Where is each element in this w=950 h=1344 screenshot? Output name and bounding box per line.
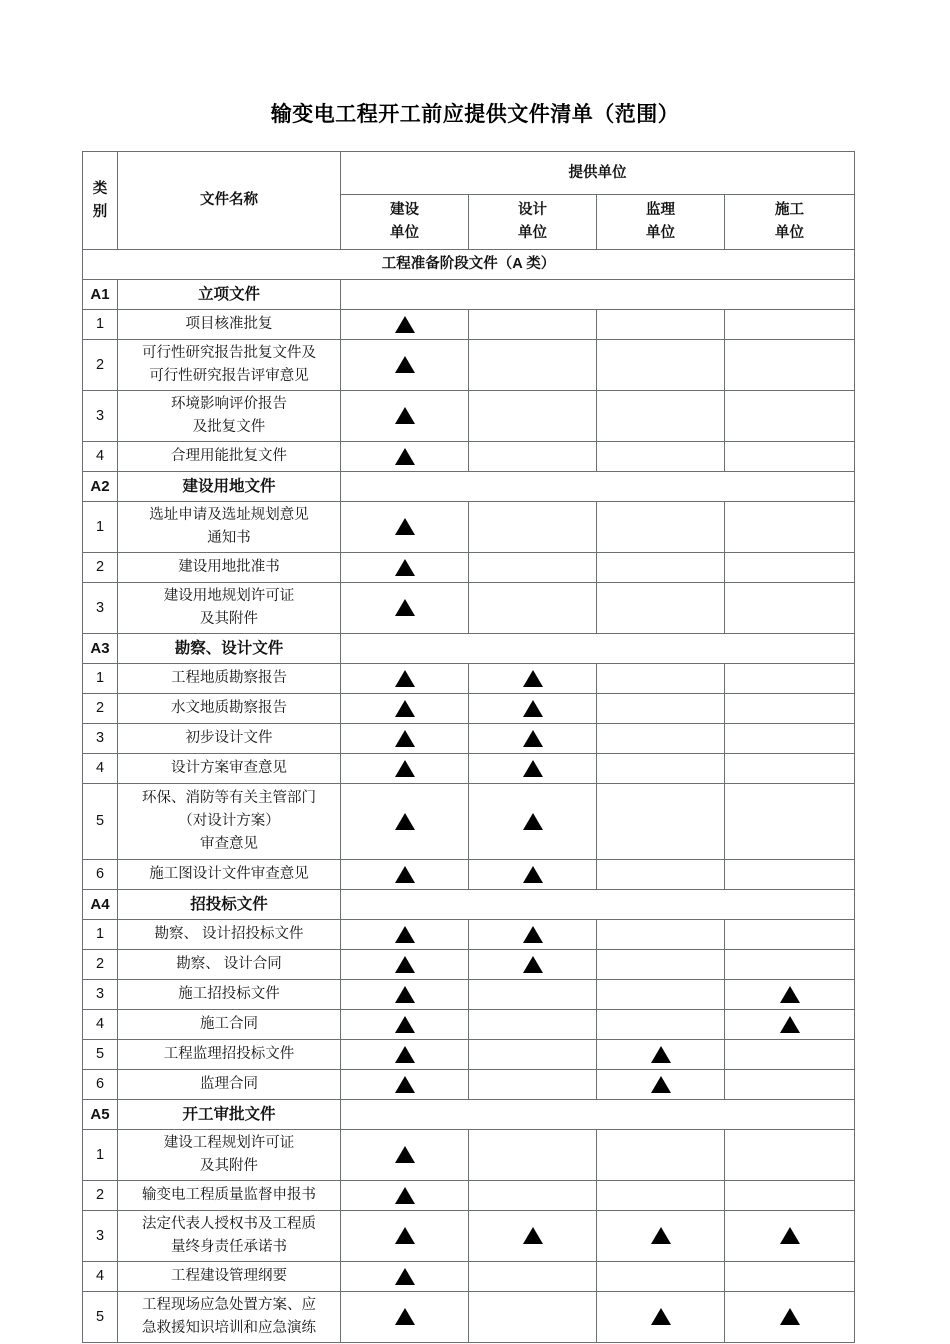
table-row [83, 1010, 855, 1040]
item-name-line-1: 选址申请及选址规划意见 [149, 507, 309, 523]
item-document-name [118, 1211, 341, 1262]
table-row [83, 1262, 855, 1292]
mark-cell-contractor [725, 1181, 855, 1211]
mark-cell-supervision [597, 340, 725, 391]
mark-cell-construction_owner [341, 502, 469, 553]
table-row [83, 1130, 855, 1181]
provider-marker-triangle-icon [395, 316, 415, 333]
item-number: 3 [83, 724, 118, 754]
mark-cell-supervision [597, 1181, 725, 1211]
mark-cell-contractor [725, 583, 855, 634]
item-number: 3 [83, 583, 118, 634]
provider-marker-triangle-icon [395, 1146, 415, 1163]
mark-cell-supervision [597, 1292, 725, 1343]
item-document-name [118, 553, 341, 583]
mark-cell-construction_owner [341, 860, 469, 890]
category-row-A2 [83, 472, 855, 502]
mark-cell-contractor [725, 391, 855, 442]
provider-marker-triangle-icon [780, 1016, 800, 1033]
mark-cell-contractor [725, 860, 855, 890]
mark-cell-construction_owner [341, 340, 469, 391]
mark-cell-design [469, 310, 597, 340]
mark-cell-contractor [725, 1040, 855, 1070]
item-number: 1 [83, 664, 118, 694]
mark-cell-supervision [597, 724, 725, 754]
mark-cell-design [469, 583, 597, 634]
provider-marker-triangle-icon [523, 700, 543, 717]
item-name-line-1: 工程建设管理纲要 [171, 1268, 287, 1284]
table-row [83, 1211, 855, 1262]
provider-marker-triangle-icon [395, 956, 415, 973]
mark-cell-supervision [597, 664, 725, 694]
column-header-unit-construction_owner [341, 195, 469, 250]
table-row [83, 784, 855, 860]
mark-cell-contractor [725, 310, 855, 340]
item-number: 2 [83, 340, 118, 391]
mark-cell-supervision [597, 1040, 725, 1070]
column-header-unit-supervision [597, 195, 725, 250]
provider-marker-triangle-icon [523, 670, 543, 687]
mark-cell-construction_owner [341, 784, 469, 860]
item-name-line-2: 量终身责任承诺书 [171, 1239, 287, 1255]
item-document-name [118, 694, 341, 724]
item-document-name [118, 950, 341, 980]
item-number: 1 [83, 1130, 118, 1181]
mark-cell-supervision [597, 694, 725, 724]
provider-marker-triangle-icon [651, 1227, 671, 1244]
item-name-line-1: 施工招投标文件 [178, 986, 280, 1002]
item-name-line-1: 建设工程规划许可证 [163, 1135, 295, 1151]
provider-marker-triangle-icon [395, 813, 415, 830]
item-number: 1 [83, 502, 118, 553]
item-name-line-1: 设计方案审查意见 [171, 760, 287, 776]
mark-cell-contractor [725, 754, 855, 784]
table-row [83, 583, 855, 634]
item-document-name [118, 754, 341, 784]
item-document-name [118, 502, 341, 553]
item-document-name [118, 920, 341, 950]
mark-cell-supervision [597, 442, 725, 472]
mark-cell-contractor [725, 553, 855, 583]
mark-cell-supervision [597, 502, 725, 553]
mark-cell-design [469, 860, 597, 890]
page-title: 输变电工程开工前应提供文件清单（范围） [270, 103, 680, 126]
mark-cell-supervision [597, 1211, 725, 1262]
section-title-cell: 工程准备阶段文件（A 类） [83, 250, 855, 280]
provider-marker-triangle-icon [395, 559, 415, 576]
item-name-line-1: 水文地质勘察报告 [171, 700, 287, 716]
mark-cell-design [469, 784, 597, 860]
provider-marker-triangle-icon [395, 1016, 415, 1033]
item-number: 5 [83, 1040, 118, 1070]
table-row [83, 1181, 855, 1211]
table-row [83, 860, 855, 890]
table-row [83, 1040, 855, 1070]
mark-cell-supervision [597, 1262, 725, 1292]
column-header-provider-group: 提供单位 [341, 152, 855, 195]
mark-cell-construction_owner [341, 442, 469, 472]
unit-header-line-1: 设计 [518, 202, 547, 218]
item-number: 3 [83, 980, 118, 1010]
mark-cell-construction_owner [341, 1211, 469, 1262]
item-document-name [118, 860, 341, 890]
category-blank-cell-A5 [341, 1100, 855, 1130]
item-document-name [118, 980, 341, 1010]
provider-marker-triangle-icon [523, 926, 543, 943]
column-header-unit-contractor [725, 195, 855, 250]
mark-cell-contractor [725, 784, 855, 860]
mark-cell-contractor [725, 1070, 855, 1100]
mark-cell-design [469, 553, 597, 583]
unit-header-line-1: 施工 [775, 202, 804, 218]
item-number: 4 [83, 442, 118, 472]
mark-cell-construction_owner [341, 1130, 469, 1181]
provider-marker-triangle-icon [395, 1268, 415, 1285]
table-row [83, 391, 855, 442]
mark-cell-contractor [725, 694, 855, 724]
table-row [83, 310, 855, 340]
category-title-A3: 勘察、设计文件 [118, 634, 341, 664]
document-checklist-table-wrapper [82, 151, 854, 1343]
table-row [83, 694, 855, 724]
item-name-line-1: 合理用能批复文件 [171, 448, 287, 464]
mark-cell-design [469, 1292, 597, 1343]
provider-marker-triangle-icon [395, 1187, 415, 1204]
category-title-A2: 建设用地文件 [118, 472, 341, 502]
mark-cell-contractor [725, 1262, 855, 1292]
provider-marker-triangle-icon [395, 1227, 415, 1244]
table-row [83, 920, 855, 950]
unit-header-line-1: 监理 [646, 202, 675, 218]
mark-cell-construction_owner [341, 391, 469, 442]
mark-cell-supervision [597, 860, 725, 890]
provider-marker-triangle-icon [523, 866, 543, 883]
provider-marker-triangle-icon [395, 670, 415, 687]
mark-cell-supervision [597, 920, 725, 950]
mark-cell-design [469, 694, 597, 724]
table-row [83, 980, 855, 1010]
item-name-line-1: 建设用地规划许可证 [163, 588, 295, 604]
item-document-name [118, 442, 341, 472]
item-name-line-2: 及批复文件 [192, 419, 266, 435]
item-document-name [118, 784, 341, 860]
category-row-A3 [83, 634, 855, 664]
mark-cell-construction_owner [341, 1010, 469, 1040]
item-number: 4 [83, 1262, 118, 1292]
table-row [83, 1292, 855, 1343]
item-document-name [118, 1010, 341, 1040]
mark-cell-construction_owner [341, 980, 469, 1010]
category-code-A5: A5 [83, 1100, 118, 1130]
mark-cell-contractor [725, 1010, 855, 1040]
mark-cell-contractor [725, 950, 855, 980]
document-checklist-table [82, 151, 855, 1343]
mark-cell-design [469, 754, 597, 784]
provider-marker-triangle-icon [395, 700, 415, 717]
mark-cell-design [469, 724, 597, 754]
table-row [83, 724, 855, 754]
column-header-category [83, 152, 118, 250]
table-row [83, 754, 855, 784]
mark-cell-supervision [597, 1130, 725, 1181]
table-row [83, 950, 855, 980]
mark-cell-construction_owner [341, 1040, 469, 1070]
mark-cell-supervision [597, 310, 725, 340]
item-name-line-1: 施工合同 [200, 1016, 258, 1032]
category-row-A5 [83, 1100, 855, 1130]
table-row [83, 553, 855, 583]
item-name-line-2: 及其附件 [200, 611, 258, 627]
item-number: 5 [83, 1292, 118, 1343]
provider-marker-triangle-icon [780, 986, 800, 1003]
item-number: 2 [83, 694, 118, 724]
item-number: 5 [83, 784, 118, 860]
item-name-line-1: 法定代表人授权书及工程质 [142, 1216, 316, 1232]
item-document-name [118, 1262, 341, 1292]
item-name-line-1: 施工图设计文件审查意见 [149, 866, 309, 882]
mark-cell-construction_owner [341, 1262, 469, 1292]
mark-cell-supervision [597, 950, 725, 980]
provider-marker-triangle-icon [523, 730, 543, 747]
provider-marker-triangle-icon [651, 1308, 671, 1325]
provider-marker-triangle-icon [395, 1308, 415, 1325]
item-name-line-1: 工程地质勘察报告 [171, 670, 287, 686]
item-document-name [118, 391, 341, 442]
mark-cell-contractor [725, 1211, 855, 1262]
item-number: 2 [83, 553, 118, 583]
mark-cell-design [469, 391, 597, 442]
provider-marker-triangle-icon [523, 760, 543, 777]
mark-cell-design [469, 1040, 597, 1070]
mark-cell-construction_owner [341, 724, 469, 754]
item-number: 4 [83, 754, 118, 784]
provider-marker-triangle-icon [395, 986, 415, 1003]
provider-marker-triangle-icon [395, 760, 415, 777]
item-name-line-1: 输变电工程质量监督申报书 [142, 1187, 316, 1203]
category-title-A4: 招投标文件 [118, 890, 341, 920]
mark-cell-contractor [725, 664, 855, 694]
mark-cell-contractor [725, 1292, 855, 1343]
item-name-line-3: 审查意见 [200, 836, 258, 852]
unit-header-line-2: 单位 [518, 225, 547, 241]
category-header-line-1: 类 [92, 180, 108, 197]
provider-marker-triangle-icon [395, 730, 415, 747]
table-row [83, 442, 855, 472]
provider-marker-triangle-icon [523, 813, 543, 830]
table-body [83, 152, 855, 1343]
provider-marker-triangle-icon [395, 599, 415, 616]
mark-cell-design [469, 664, 597, 694]
item-number: 3 [83, 391, 118, 442]
mark-cell-design [469, 980, 597, 1010]
mark-cell-design [469, 1181, 597, 1211]
mark-cell-supervision [597, 1010, 725, 1040]
item-document-name [118, 583, 341, 634]
item-number: 4 [83, 1010, 118, 1040]
item-number: 3 [83, 1211, 118, 1262]
mark-cell-supervision [597, 784, 725, 860]
item-name-line-1: 工程监理招投标文件 [163, 1046, 295, 1062]
mark-cell-supervision [597, 1070, 725, 1100]
provider-marker-triangle-icon [780, 1308, 800, 1325]
mark-cell-supervision [597, 754, 725, 784]
item-document-name [118, 664, 341, 694]
mark-cell-construction_owner [341, 1070, 469, 1100]
item-name-line-2: 通知书 [207, 530, 251, 546]
column-header-unit-design [469, 195, 597, 250]
provider-marker-triangle-icon [395, 448, 415, 465]
mark-cell-construction_owner [341, 553, 469, 583]
item-name-line-1: 项目核准批复 [185, 316, 273, 332]
mark-cell-contractor [725, 340, 855, 391]
mark-cell-design [469, 340, 597, 391]
provider-marker-triangle-icon [395, 866, 415, 883]
mark-cell-design [469, 1070, 597, 1100]
item-document-name [118, 1070, 341, 1100]
unit-header-line-1: 建设 [390, 202, 419, 218]
item-name-line-1: 工程现场应急处置方案、应 [142, 1297, 316, 1313]
mark-cell-design [469, 920, 597, 950]
item-name-line-1: 可行性研究报告批复文件及 [142, 345, 316, 361]
item-document-name [118, 310, 341, 340]
provider-marker-triangle-icon [395, 518, 415, 535]
item-number: 2 [83, 1181, 118, 1211]
item-document-name [118, 340, 341, 391]
item-name-line-1: 初步设计文件 [185, 730, 273, 746]
item-name-line-1: 环境影响评价报告 [171, 396, 287, 412]
mark-cell-contractor [725, 502, 855, 553]
item-number: 2 [83, 950, 118, 980]
mark-cell-contractor [725, 724, 855, 754]
table-row [83, 502, 855, 553]
mark-cell-construction_owner [341, 950, 469, 980]
item-name-line-2: 急救援知识培训和应急演练 [142, 1320, 316, 1336]
provider-marker-triangle-icon [395, 356, 415, 373]
table-row [83, 664, 855, 694]
mark-cell-design [469, 1262, 597, 1292]
mark-cell-construction_owner [341, 1181, 469, 1211]
category-blank-cell-A3 [341, 634, 855, 664]
item-number: 6 [83, 860, 118, 890]
category-blank-cell-A2 [341, 472, 855, 502]
item-number: 6 [83, 1070, 118, 1100]
item-name-line-2: （对设计方案） [178, 813, 280, 829]
category-row-A1 [83, 280, 855, 310]
mark-cell-contractor [725, 980, 855, 1010]
unit-header-line-2: 单位 [390, 225, 419, 241]
provider-marker-triangle-icon [651, 1046, 671, 1063]
mark-cell-construction_owner [341, 754, 469, 784]
mark-cell-construction_owner [341, 1292, 469, 1343]
mark-cell-supervision [597, 391, 725, 442]
mark-cell-construction_owner [341, 694, 469, 724]
category-code-A4: A4 [83, 890, 118, 920]
provider-marker-triangle-icon [651, 1076, 671, 1093]
provider-marker-triangle-icon [780, 1227, 800, 1244]
category-title-A5: 开工审批文件 [118, 1100, 341, 1130]
mark-cell-contractor [725, 920, 855, 950]
column-header-document-name: 文件名称 [118, 152, 341, 250]
item-name-line-2: 可行性研究报告评审意见 [149, 368, 309, 384]
category-code-A2: A2 [83, 472, 118, 502]
mark-cell-construction_owner [341, 310, 469, 340]
item-number: 1 [83, 920, 118, 950]
category-row-A4 [83, 890, 855, 920]
item-name-line-1: 勘察、 设计招投标文件 [154, 926, 304, 942]
mark-cell-design [469, 1130, 597, 1181]
category-blank-cell-A1 [341, 280, 855, 310]
item-document-name [118, 1292, 341, 1343]
item-name-line-1: 监理合同 [200, 1076, 258, 1092]
table-row [83, 340, 855, 391]
mark-cell-construction_owner [341, 583, 469, 634]
provider-marker-triangle-icon [523, 1227, 543, 1244]
unit-header-line-2: 单位 [646, 225, 675, 241]
unit-header-line-2: 单位 [775, 225, 804, 241]
item-number: 1 [83, 310, 118, 340]
category-code-A3: A3 [83, 634, 118, 664]
mark-cell-construction_owner [341, 920, 469, 950]
mark-cell-design [469, 1010, 597, 1040]
item-document-name [118, 1130, 341, 1181]
mark-cell-design [469, 950, 597, 980]
section-title-row [83, 250, 855, 280]
table-header-row-top [83, 152, 855, 195]
mark-cell-design [469, 1211, 597, 1262]
provider-marker-triangle-icon [395, 1046, 415, 1063]
mark-cell-contractor [725, 442, 855, 472]
item-document-name [118, 1040, 341, 1070]
provider-marker-triangle-icon [395, 926, 415, 943]
provider-marker-triangle-icon [395, 1076, 415, 1093]
mark-cell-contractor [725, 1130, 855, 1181]
category-code-A1: A1 [83, 280, 118, 310]
category-header-line-2: 别 [92, 203, 108, 220]
item-name-line-1: 建设用地批准书 [178, 559, 280, 575]
item-document-name [118, 724, 341, 754]
mark-cell-design [469, 442, 597, 472]
table-row [83, 1070, 855, 1100]
mark-cell-supervision [597, 553, 725, 583]
item-name-line-1: 勘察、 设计合同 [176, 956, 282, 972]
item-name-line-1: 环保、消防等有关主管部门 [142, 790, 316, 806]
mark-cell-supervision [597, 980, 725, 1010]
mark-cell-supervision [597, 583, 725, 634]
provider-marker-triangle-icon [523, 956, 543, 973]
provider-marker-triangle-icon [395, 407, 415, 424]
category-blank-cell-A4 [341, 890, 855, 920]
category-title-A1: 立项文件 [118, 280, 341, 310]
item-name-line-2: 及其附件 [200, 1158, 258, 1174]
mark-cell-construction_owner [341, 664, 469, 694]
item-document-name [118, 1181, 341, 1211]
mark-cell-design [469, 502, 597, 553]
